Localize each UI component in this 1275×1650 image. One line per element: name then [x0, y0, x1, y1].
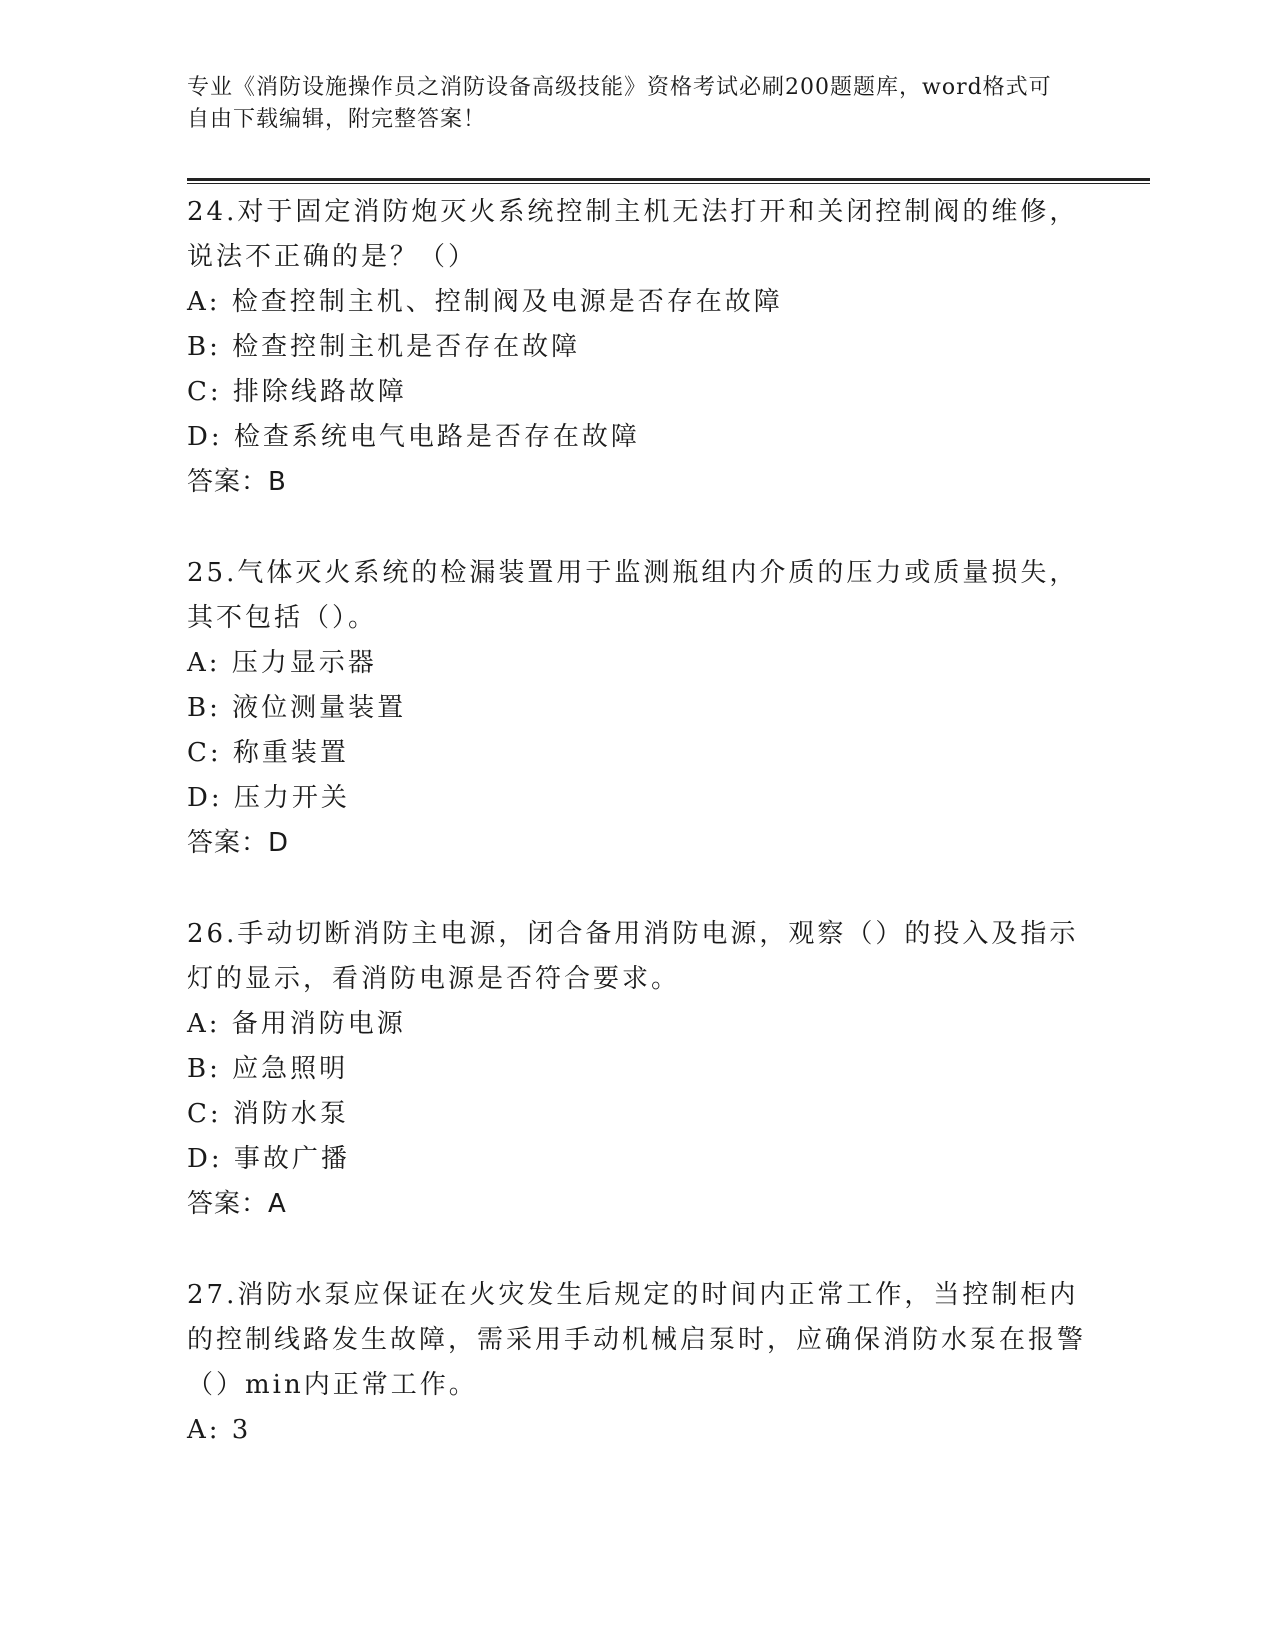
question-24	[187, 190, 1087, 505]
document-header: 专业《消防设施操作员之消防设备高级技能》资格考试必刷200题题库，word格式可自由下载编辑，附完整答案！	[187, 75, 1052, 132]
header-divider-thin	[187, 183, 1150, 184]
question-list	[187, 190, 1087, 1499]
answer-label: 答案：A	[187, 1189, 287, 1219]
option-c: C: 排除线路故障	[187, 377, 407, 407]
question-stem: 25.气体灭火系统的检漏装置用于监测瓶组内介质的压力或质量损失，其不包括（）。	[187, 558, 1079, 633]
question-stem: 27.消防水泵应保证在火灾发生后规定的时间内正常工作，当控制柜内的控制线路发生故障，需采用手动机械启泵时，应确保消防水泵在报警（）min内正常工作。	[187, 1280, 1087, 1400]
question-26	[187, 912, 1087, 1227]
option-b: B: 检查控制主机是否存在故障	[187, 332, 581, 362]
question-25	[187, 551, 1087, 866]
option-c: C: 消防水泵	[187, 1099, 349, 1129]
option-b: B: 液位测量装置	[187, 693, 407, 723]
option-a: A: 压力显示器	[187, 648, 377, 678]
option-a: A: 检查控制主机、控制阀及电源是否存在故障	[187, 287, 783, 317]
answer-label: 答案：B	[187, 467, 287, 497]
option-d: D: 检查系统电气电路是否存在故障	[187, 422, 640, 452]
question-stem: 24.对于固定消防炮灭火系统控制主机无法打开和关闭控制阀的维修，说法不正确的是？（）	[187, 197, 1079, 272]
question-stem: 26.手动切断消防主电源，闭合备用消防电源，观察（）的投入及指示灯的显示，看消防电源是否符合要求。	[187, 919, 1079, 994]
option-a: A: 备用消防电源	[187, 1009, 406, 1039]
option-a: A: 3	[187, 1415, 252, 1445]
header-divider-thick	[187, 178, 1150, 181]
option-b: B: 应急照明	[187, 1054, 349, 1084]
option-c: C: 称重装置	[187, 738, 349, 768]
answer-label: 答案：D	[187, 828, 290, 858]
option-d: D: 事故广播	[187, 1144, 350, 1174]
option-d: D: 压力开关	[187, 783, 350, 813]
question-27	[187, 1273, 1087, 1453]
